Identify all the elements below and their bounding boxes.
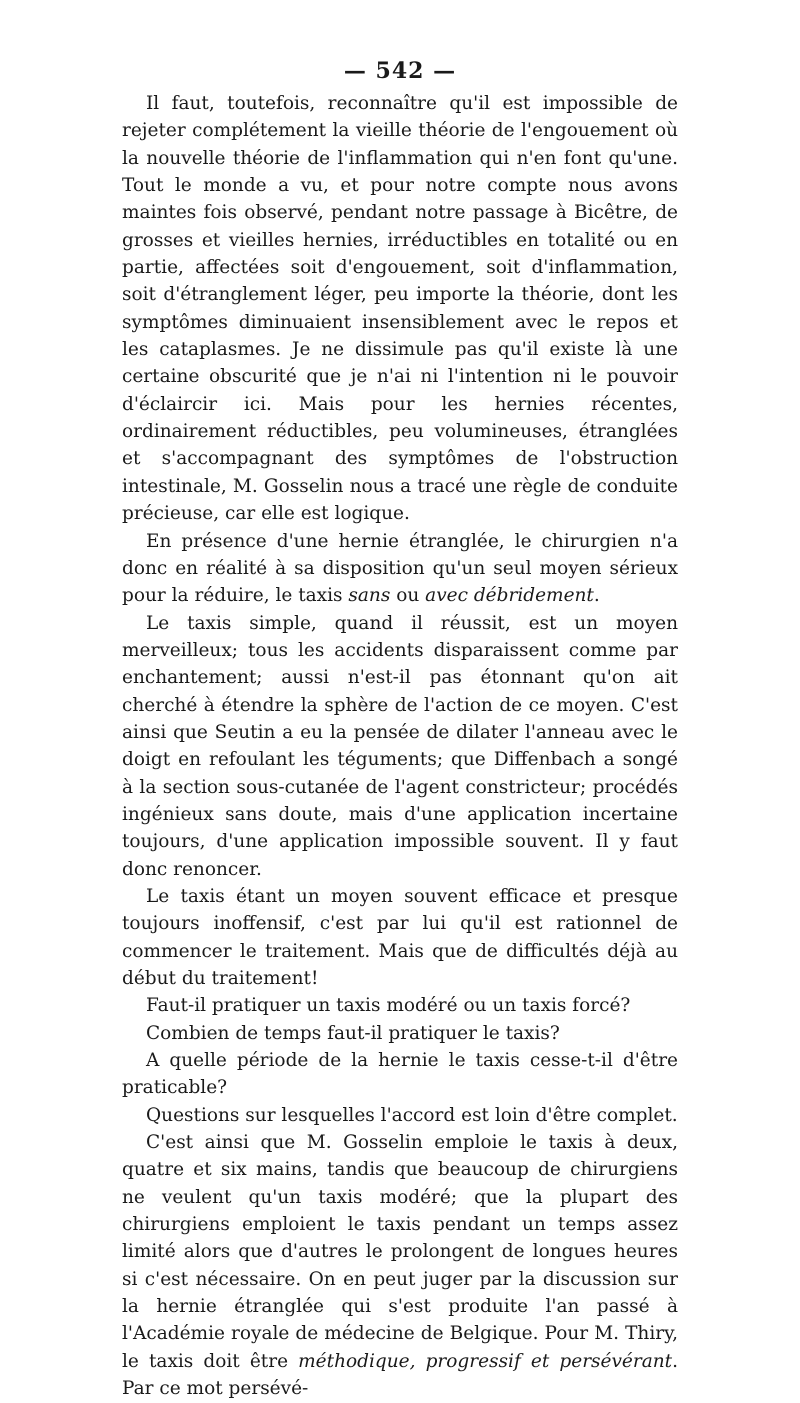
body-text (122, 90, 678, 1403)
paragraph: C'est ainsi que M. Gosselin emploie le taxis à deux, quatre et six mains, tandis que beaucoup de chirurgiens ne veulent qu'un taxis modéré; que la plupart des chirurgiens emploient le taxis pendant un temps assez limité alors que d'autres le prolongent de longues heures si c'est nécessaire. On en peut juger par la discussion sur la hernie étranglée qui s'est produite l'an passé à l'Académie royale de médecine de Belgique. Pour M. Thiry, le taxis doit être méthodique, progressif et persévérant. Par ce mot persévé- (122, 1132, 678, 1400)
paragraph: En présence d'une hernie étranglée, le chirurgien n'a donc en réalité à sa disposition qu'un seul moyen sérieux pour la réduire, le taxis sans ou avec débridement. (122, 530, 678, 607)
paragraph: Le taxis simple, quand il réussit, est un moyen merveilleux; tous les accidents disparaissent comme par enchantement; aussi n'est-il pas étonnant qu'on ait cherché à étendre la sphère de l'action de ce moyen. C'est ainsi que Seutin a eu la pensée de dilater l'anneau avec le doigt en refoulant les téguments; que Diffenbach a songé à la section sous-cutanée de l'agent constricteur; procédés ingénieux sans doute, mais d'une application incertaine toujours, d'une application impossible souvent. Il y faut donc renoncer. (122, 612, 678, 880)
paragraph: Combien de temps faut-il pratiquer le taxis? (146, 1022, 560, 1044)
paragraph: Faut-il pratiquer un taxis modéré ou un taxis forcé? (146, 995, 631, 1017)
paragraph: Il faut, toutefois, reconnaître qu'il est impossible de rejeter complétement la vieille théorie de l'engouement où la nouvelle théorie de l'inflammation qui n'en font qu'une. Tout le monde a vu, et pour notre compte nous avons maintes fois observé, pendant notre passage à Bicêtre, de grosses et vieilles hernies, irréductibles en totalité ou en partie, affectées soit d'engouement, soit d'inflammation, soit d'étranglement léger, peu importe la théorie, dont les symptômes diminuaient insensiblement avec le repos et les cataplasmes. Je ne dissimule pas qu'il existe là une certaine obscurité que je n'ai ni l'intention ni le pouvoir d'éclaircir ici. Mais pour les hernies récentes, ordinairement réductibles, peu volumineuses, étranglées et s'accompagnant des symptômes de l'obstruction intestinale, M. Gosselin nous a tracé une règle de conduite précieuse, car elle est logique. (122, 93, 678, 525)
page-number: — 542 — (343, 58, 457, 84)
paragraph: Questions sur lesquelles l'accord est loin d'être complet. (146, 1104, 678, 1126)
paragraph: A quelle période de la hernie le taxis cesse-t-il d'être praticable? (122, 1050, 678, 1099)
paragraph: Le taxis étant un moyen souvent efficace et presque toujours inoffensif, c'est par lui qu'il est rationnel de commencer le traitement. Mais que de difficultés déjà au début du traitement! (122, 885, 678, 989)
